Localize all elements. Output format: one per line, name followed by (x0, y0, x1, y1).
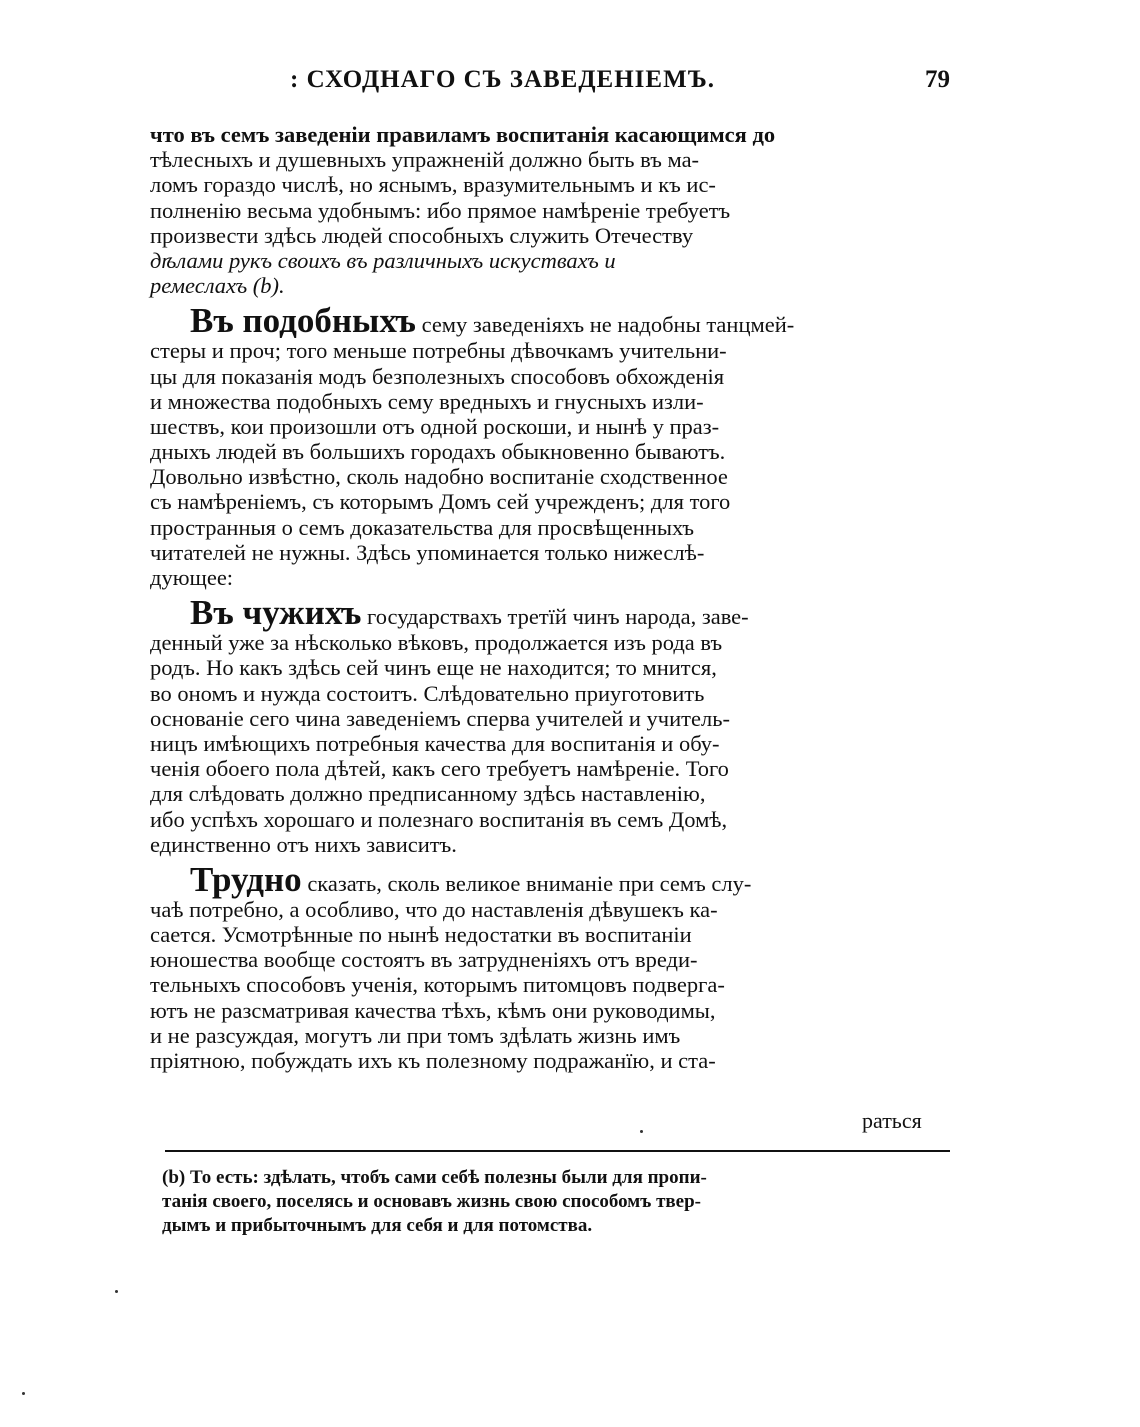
text-line: чаѣ потребно, а особливо, что до наставленія дѣвушекъ ка- (150, 896, 718, 922)
text-line: во ономъ и нужда состоитъ. Слѣдовательно приуготовить (150, 680, 705, 706)
text-line: шествъ, кои произошли отъ одной роскоши, и нынѣ у праз- (150, 413, 720, 439)
paragraph-3 (150, 593, 950, 857)
text-line: родъ. Но какъ здѣсь сей чинъ еще не находится; то мнится, (150, 655, 717, 681)
text-line: ремеслахъ (b). (150, 273, 285, 299)
page-header (150, 66, 950, 106)
text-line: для слѣдовать должно предписанному здѣсь наставленію, (150, 781, 706, 807)
paragraph-lead-rest: государствахъ третїй чинъ народа, заве- (361, 604, 749, 630)
text-line: единственно отъ нихъ зависитъ. (150, 831, 457, 857)
paragraph-lead-rest: сему заведеніяхъ не надобны танцмей- (415, 312, 795, 338)
text-line: ченія обоего пола дѣтей, какъ сего требуетъ намѣреніе. Того (150, 756, 729, 782)
text-line: цы для показанія модъ безполезныхъ способовъ обхожденія (150, 363, 725, 389)
footnote-line: (b) То есть: здѣлать, чтобъ сами себѣ полезны были для пропи- (162, 1167, 707, 1188)
text-line: стеры и проч; того меньше потребны дѣвочкамъ учительни- (150, 338, 727, 364)
paragraph-lead: Въ подобныхъ (190, 301, 416, 341)
text-line: основаніе сего чина заведеніемъ сперва учителей и учитель- (150, 705, 730, 731)
scan-speck (115, 1290, 118, 1293)
paragraph-lead: Трудно (190, 859, 302, 899)
text-line: юношества вообще состоятъ въ затрудненіяхъ отъ вреди- (150, 947, 698, 973)
paragraph-lead-line (150, 593, 950, 633)
paragraph-lead: Въ чужихъ (190, 593, 362, 633)
scan-speck (640, 1130, 643, 1133)
text-line: ломъ гораздо числѣ, но яснымъ, вразумительнымъ и къ ис- (150, 172, 716, 198)
text-line: сается. Усмотрѣнные по нынѣ недостатки въ воспитаніи (150, 922, 692, 948)
text-line: полненію весьма удобнымъ: ибо прямое намѣреніе требуетъ (150, 197, 731, 223)
page-number: 79 (925, 66, 950, 93)
paragraph-2 (150, 301, 950, 590)
text-line: съ намѣреніемъ, съ которымъ Домъ сей учрежденъ; для того (150, 489, 731, 515)
text-line: ютъ не разсматривая качества тѣхъ, кѣмъ они руководимы, (150, 997, 716, 1023)
text-line: и не разсуждая, могутъ ли при томъ здѣлать жизнь имъ (150, 1022, 681, 1048)
text-line: ницъ имѣющихъ потребныя качества для воспитанія и обу- (150, 730, 720, 756)
catchword: раться (862, 1108, 922, 1133)
text-line: Довольно извѣстно, сколь надобно воспитаніе сходственное (150, 464, 728, 490)
text-line: дныхъ людей въ большихъ городахъ обыкновенно бываютъ. (150, 439, 726, 465)
paragraph-4 (150, 859, 950, 1073)
footnote-rule (165, 1150, 950, 1152)
text-line: и множества подобныхъ сему вредныхъ и гнусныхъ изли- (150, 388, 704, 414)
text-line: тѣлесныхъ и душевныхъ упражненій должно быть въ ма- (150, 147, 700, 173)
text-line: произвести здѣсь людей способныхъ служить Отечеству (150, 222, 694, 248)
running-head: : СХОДНАГО СЪ ЗАВЕДЕНІЕМЪ. (290, 66, 716, 93)
paragraph-lead-line (150, 301, 950, 341)
text-line: пріятною, побуждать ихъ къ полезному подражанїю, и ста- (150, 1048, 716, 1073)
text-line: ибо успѣхъ хорошаго и полезнаго воспитанія въ семъ Домѣ, (150, 806, 728, 832)
footnote-line: танія своего, поселясь и основавъ жизнь свою способомъ твер- (162, 1191, 701, 1212)
text-line: что въ семъ заведеніи правиламъ воспитанія касающимся до (150, 122, 776, 147)
text-line: дующее: (150, 565, 234, 590)
footnote-line: дымъ и прибыточнымъ для себя и для потомства. (162, 1215, 593, 1236)
text-line: дѣлами рукъ своихъ въ различныхъ искуствахъ и (150, 247, 616, 273)
paragraph-lead-line (150, 859, 950, 899)
text-line: пространныя о семъ доказательства для просвѣщенныхъ (150, 514, 694, 540)
body-text (150, 122, 950, 1073)
text-line: тельныхъ способовъ ученія, которымъ питомцовъ подверга- (150, 972, 725, 998)
paragraph-lead-rest: сказать, сколь великое вниманіе при семъ слу- (301, 870, 752, 896)
footnote (162, 1166, 952, 1238)
text-line: денный уже за нѣсколько вѣковъ, продолжается изъ рода въ (150, 630, 723, 656)
scan-speck (22, 1392, 25, 1395)
paragraph-1 (150, 122, 950, 298)
text-line: читателей не нужны. Здѣсь упоминается только нижеслѣ- (150, 539, 705, 565)
